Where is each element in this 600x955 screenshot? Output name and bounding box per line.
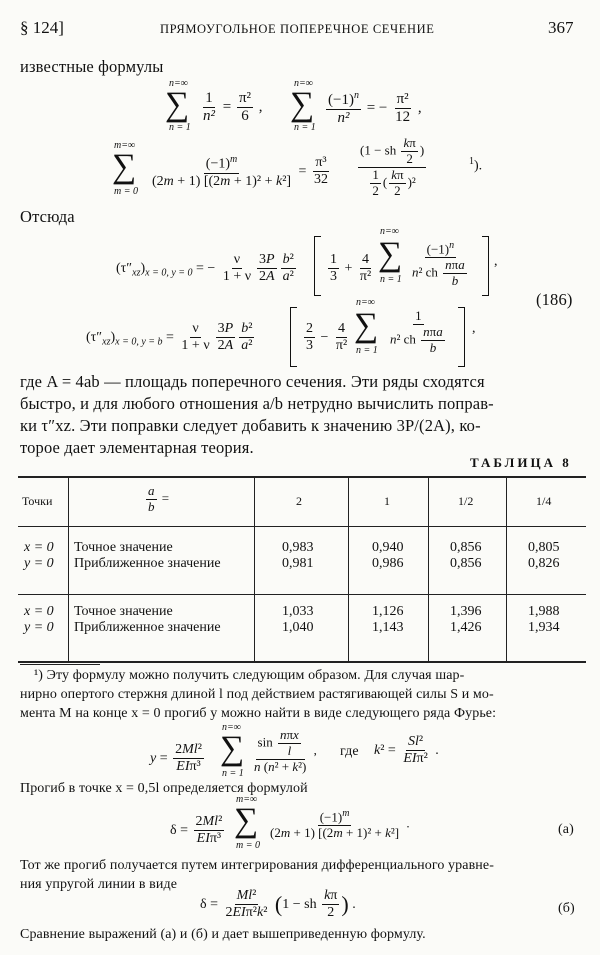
table-cell: 0,986 [372, 556, 404, 571]
table-cell: 1,143 [372, 620, 404, 635]
deflection-text: Прогиб в точке x = 0,5l определяется формулой [20, 781, 308, 796]
table-point-x: x = 0 [24, 604, 54, 619]
table-cell: 0,856 [450, 540, 482, 555]
table-row-label: Приближенное значение [74, 556, 221, 571]
table-header-col-1: 2 [296, 494, 302, 508]
table-cell: 0,940 [372, 540, 404, 555]
table-cell: 0,983 [282, 540, 314, 555]
same-deflection-line-2: ния упругой линии в виде [20, 877, 178, 892]
table-point-y: y = 0 [24, 556, 54, 571]
table-cell: 0,856 [450, 556, 482, 571]
comparison-text: Сравнение выражений (а) и (б) и дает вышеприведенную формулу. [20, 927, 426, 942]
equation-label-a: (а) [558, 822, 574, 837]
where-text: где [340, 744, 359, 759]
known-formulas-text: известные формулы [20, 57, 164, 76]
footnote-separator [20, 664, 100, 665]
table-point-y: y = 0 [24, 620, 54, 635]
table-cell: 0,981 [282, 556, 314, 571]
table-cell: 0,826 [528, 556, 560, 571]
paragraph-line-1: где A = 4ab — площадь поперечного сечения. Эти ряды сходятся [20, 372, 485, 391]
running-title: ПРЯМОУГОЛЬНОЕ ПОПЕРЕЧНОЕ СЕЧЕНИЕ [160, 22, 435, 36]
table-cell: 1,426 [450, 620, 482, 635]
section-number: § 124] [20, 18, 64, 37]
equation-number: (186) [536, 290, 573, 309]
table-header-points: Точки [22, 494, 53, 508]
table-row-label: Точное значение [74, 604, 173, 619]
footnote-line-3: мента M на конце x = 0 прогиб y можно найти в виде следующего ряда Фурье: [20, 706, 497, 721]
hence-text: Отсюда [20, 207, 75, 226]
paragraph-line-3: ки τ″xz. Эти поправки следует добавить к значению 3P/(2A), ко- [20, 416, 481, 435]
table-point-x: x = 0 [24, 540, 54, 555]
table-cell: 1,934 [528, 620, 560, 635]
paragraph-line-4: торое дает элементарная теория. [20, 438, 254, 457]
table-cell: 1,040 [282, 620, 314, 635]
footnote-line-1: ¹) Эту формулу можно получить следующим образом. Для случая шар- [34, 668, 465, 683]
page-number: 367 [548, 18, 574, 37]
table-cell: 1,126 [372, 604, 404, 619]
footnote-line-2: нирно опертого стержня длиной l под действием растягивающей силы S и мо- [20, 687, 494, 702]
paragraph-line-2: быстро, и для любого отношения a/b нетрудно вычислить поправ- [20, 394, 494, 413]
table-cell: 1,988 [528, 604, 560, 619]
table-row-label: Приближенное значение [74, 620, 221, 635]
formula-deflection-b: δ = $\frac{\text{Ml²}}{\text{2EIπ²k²}}$ (1 − sh $\frac{k\pi}{2}$ ) . [200, 888, 356, 921]
table-header-col-4: 1/4 [536, 494, 552, 508]
equation-label-b: (б) [558, 901, 575, 916]
table-8 [18, 476, 586, 662]
formula-k-squared: k² = $\frac{\text{Sl²}}{\text{EIπ²}}$ . [374, 734, 439, 767]
table-caption: ТАБЛИЦА 8 [470, 455, 572, 470]
table-cell: 1,396 [450, 604, 482, 619]
table-header-col-2: 1 [384, 494, 390, 508]
table-cell: 0,805 [528, 540, 560, 555]
table-header-ratio: $\frac{a}{b}$ = [148, 483, 170, 514]
table-cell: 1,033 [282, 604, 314, 619]
same-deflection-line-1: Тот же прогиб получается путем интегрирования дифференциального уравне- [20, 858, 494, 873]
table-row-label: Точное значение [74, 540, 173, 555]
table-header-col-3: 1/2 [458, 494, 474, 508]
